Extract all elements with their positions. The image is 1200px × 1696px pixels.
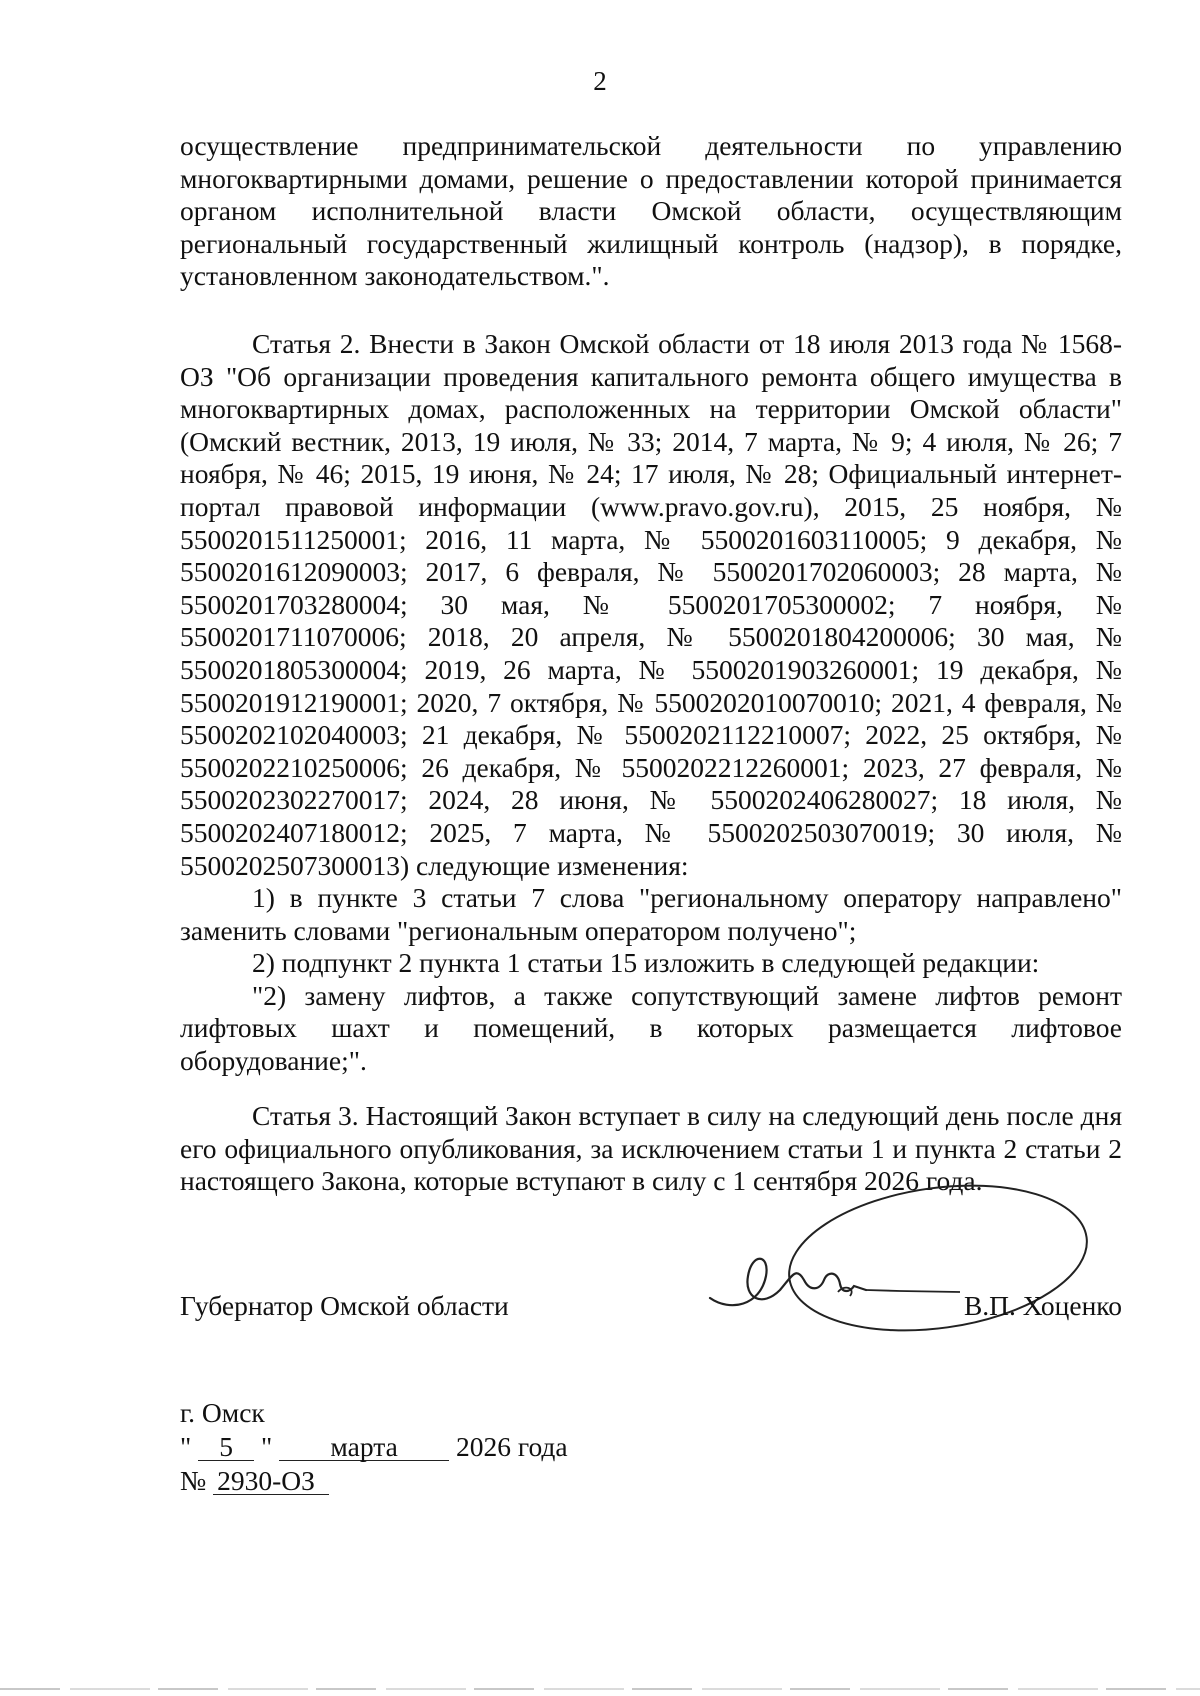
- date-line: [180, 1430, 568, 1464]
- date-day: 5: [198, 1434, 254, 1461]
- paragraph-amendment-2: 2) подпункт 2 пункта 1 статьи 15 изложить в следующей редакции:: [252, 947, 1040, 979]
- article-2: [180, 328, 1122, 1078]
- paragraph-article-2-intro: Статья 2. Внести в Закон Омской области от 18 июля 2013 года № 1568-ОЗ "Об организации проведения капитального ремонта общего имущества в многоквартирных домах, расположенных на территории Омской области" (Омский вестник, 2013, 19 июля, № 33; 2014, 7 марта, № 9; 4 июля, № 26; 7 ноября, № 46; 2015, 19 июня, № 24; 17 июля, № 28; Официальный интернет-портал правовой информации (www.pravo.gov.ru), 2015, 25 ноября, № 5500201511250001; 2016, 11 марта, № 5500201603110005; 9 декабря, № 5500201612090003; 2017, 6 февраля, № 5500201702060003; 28 марта, № 5500201703280004; 30 мая, № 5500201705300002; 7 ноября, № 5500201711070006; 2018, 20 апреля, № 5500201804200006; 30 мая, № 5500201805300004; 2019, 26 марта, № 5500201903260001; 19 декабря, № 5500201912190001; 2020, 7 октября, № 5500202010070010; 2021, 4 февраля, № 5500202102040003; 21 декабря, № 5500202112210007; 2022, 25 октября, № 5500202210250006; 26 декабря, № 5500202212260001; 2023, 27 февраля, № 5500202302270017; 2024, 28 июня, № 5500202406280027; 18 июля, № 5500202407180012; 2025, 7 марта, № 5500202503070019; 30 июля, № 5500202507300013) следующие изменения:: [180, 328, 1122, 881]
- page-number: 2: [593, 66, 607, 96]
- quote-close: ": [260, 1431, 273, 1462]
- law-number: 2930-ОЗ: [213, 1468, 329, 1495]
- paragraph-amendment-2-text: "2) замену лифтов, а также сопутствующий замене лифтов ремонт лифтовых шахт и помещений, в которых размещается лифтовое оборудование;".: [180, 979, 1122, 1077]
- city: г. Омск: [180, 1397, 265, 1428]
- paragraph-article-3: Статья 3. Настоящий Закон вступает в силу на следующий день после дня его официального опубликования, за исключением статьи 1 и пункта 2 статьи 2 настоящего Закона, которые вступают в силу с 1 сентября 2026 года.: [180, 1100, 1122, 1197]
- number-line: [180, 1464, 568, 1498]
- signature-block: [180, 1290, 1122, 1330]
- governor-name: В.П. Хоценко: [963, 1290, 1122, 1321]
- paragraph-article-1-end: осуществление предпринимательской деятельности по управлению многоквартирными домами, решение о предоставлении которой принимается органом исполнительной власти Омской области, осуществляющим региональный государственный жилищный контроль (надзор), в порядке, установленном законодательством.".: [180, 130, 1122, 292]
- paragraph-amendment-1: 1) в пункте 3 статьи 7 слова "региональному оператору направлено" заменить словами "региональным оператором получено";: [180, 882, 1122, 946]
- article-1-ending: [180, 130, 1122, 293]
- date-year: 2026 года: [455, 1431, 568, 1462]
- date-month: марта: [279, 1434, 449, 1461]
- city-line: [180, 1396, 568, 1430]
- handwritten-signature: [700, 1180, 1120, 1360]
- scan-edge-artifact: [0, 1688, 1200, 1690]
- place-date-block: [180, 1396, 568, 1498]
- number-label: №: [180, 1465, 207, 1496]
- governor-title: Губернатор Омской области: [180, 1290, 509, 1321]
- quote-open: ": [180, 1431, 192, 1462]
